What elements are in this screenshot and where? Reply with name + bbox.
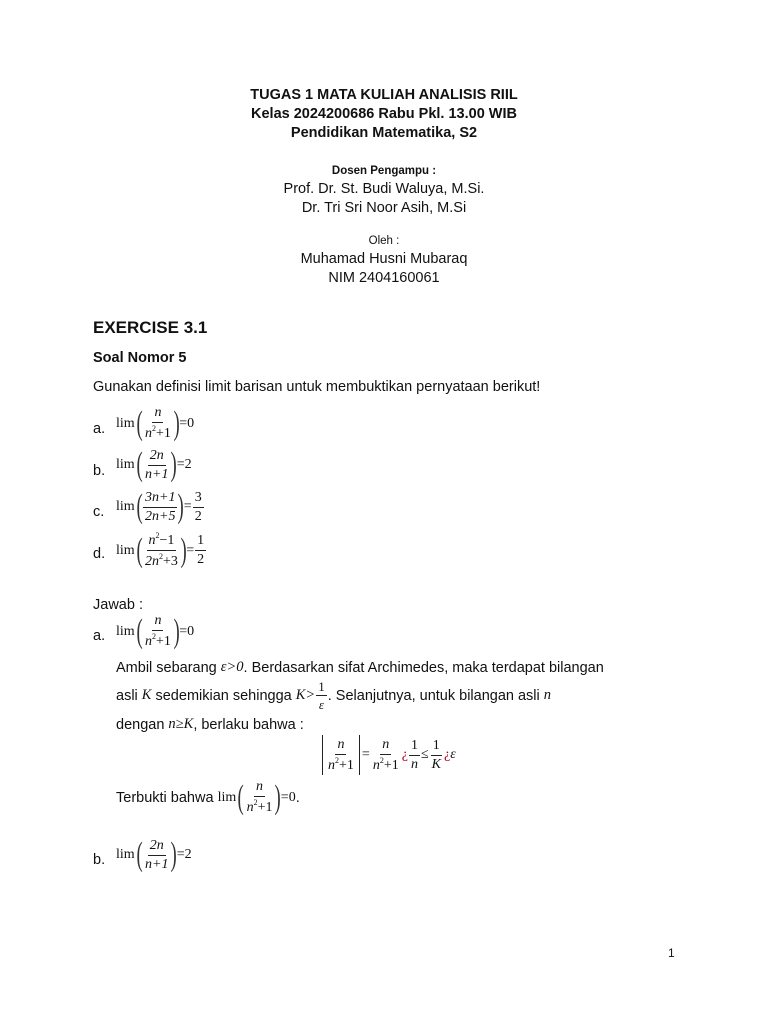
numerator: 3n+1 (143, 491, 177, 508)
answer-label: Jawab : (93, 597, 143, 613)
denominator: $n^2+1$ (246, 798, 273, 815)
denominator: $n^2+1$ (145, 632, 171, 649)
equals-sign: = (186, 542, 195, 558)
numerator: n (152, 614, 163, 631)
fraction (143, 614, 173, 649)
numerator: n (254, 780, 265, 797)
fraction (430, 739, 443, 772)
var-K: K (141, 687, 152, 703)
equals-value: =2 (176, 457, 192, 472)
item-a-label: a. (93, 421, 106, 437)
left-paren: ( (136, 531, 143, 569)
page-number: 1 (668, 946, 675, 960)
equals-value: =0 (179, 415, 195, 431)
denominator: $n^2+1$ (145, 424, 171, 441)
lecturer-1: Prof. Dr. St. Budi Waluya, M.Si. (283, 181, 485, 197)
denominator: K (431, 756, 441, 772)
render-glitch-symbol: ¿ (401, 747, 408, 762)
numerator: n (152, 406, 163, 423)
right-paren: ) (178, 488, 185, 525)
right-paren: ) (180, 531, 187, 569)
abs-bar-left (322, 735, 323, 775)
right-paren: ) (275, 778, 282, 816)
proof-line-2 (116, 680, 551, 711)
answer-a-label: a. (93, 628, 106, 644)
conclusion-expression (218, 780, 296, 815)
left-paren: ( (136, 404, 143, 442)
abs-bar-right (359, 735, 360, 775)
proof-text: . Berdasarkan sifat Archimedes, maka terdapat bilangan (243, 659, 604, 676)
equals-value: =2 (176, 847, 192, 862)
right-paren: ) (173, 612, 180, 650)
left-paren: ( (136, 488, 143, 525)
exercise-title: EXERCISE 3.1 (93, 318, 208, 337)
proof-text: . Selanjutnya, untuk bilangan asli (327, 687, 544, 704)
by-label: Oleh : (368, 235, 400, 247)
proof-text: dengan (116, 716, 169, 733)
item-c-label: c. (93, 504, 105, 520)
denominator: n+1 (145, 856, 169, 872)
lim-operator: lim (116, 847, 135, 862)
fraction (245, 780, 275, 815)
numerator: 2n (148, 449, 166, 466)
lim-operator: lim (116, 623, 135, 639)
denominator: 2 (197, 552, 205, 567)
author-name: Muhamad Husni Mubaraq (300, 251, 468, 267)
denominator: ε (318, 697, 325, 712)
denominator: $n^2+1$ (372, 755, 399, 773)
inequality-display (320, 735, 456, 775)
lim-operator: lim (116, 499, 135, 514)
proof-line-3 (116, 716, 304, 733)
left-paren: ( (136, 836, 143, 873)
K-greater: K> (295, 687, 316, 703)
right-paren: ) (173, 404, 180, 442)
problem-instruction: Gunakan definisi limit barisan untuk membuktikan pernyataan berikut! (93, 379, 541, 395)
le-sign: ≤ (420, 747, 429, 762)
fraction (143, 449, 170, 482)
denominator: 2n+5 (145, 508, 176, 524)
result-fraction (195, 534, 206, 567)
lim-operator: lim (116, 542, 135, 558)
numerator: 3 (193, 491, 204, 508)
equals-sign: = (183, 499, 192, 514)
numerator: 1 (409, 739, 420, 756)
fraction (143, 406, 173, 441)
proof-text: Ambil sebarang (116, 659, 221, 676)
conclusion-text: Terbukti bahwa (116, 789, 218, 806)
denominator: $n^2+1$ (328, 755, 354, 773)
fraction (371, 738, 401, 773)
fraction (409, 739, 420, 772)
denominator: n+1 (145, 466, 169, 482)
numerator: n (335, 738, 346, 755)
lecturer-2: Dr. Tri Sri Noor Asih, M.Si (301, 200, 467, 216)
numerator: 1 (195, 534, 206, 551)
one-over-epsilon (316, 680, 327, 711)
epsilon: ε (450, 747, 456, 762)
proof-text: sedemikian sehingga (151, 687, 296, 704)
doc-class-info: Kelas 2024200686 Rabu Pkl. 13.00 WIB (251, 106, 517, 122)
answer-a-statement (116, 614, 194, 649)
right-paren: ) (171, 446, 178, 483)
denominator: 2 (194, 508, 202, 524)
proof-line-1 (116, 659, 604, 676)
item-a-expression (116, 406, 194, 441)
numerator: n (380, 738, 391, 755)
numerator: 1 (318, 679, 325, 694)
numerator: $n^2-1$ (147, 532, 177, 551)
var-n: n (543, 687, 552, 703)
left-paren: ( (237, 778, 245, 816)
fraction (143, 491, 177, 524)
answer-b-statement (116, 838, 192, 872)
fraction (143, 532, 180, 569)
fraction (143, 839, 170, 872)
equals-sign: = (361, 747, 370, 762)
answer-b-label: b. (93, 852, 106, 868)
fraction (326, 738, 356, 773)
right-paren: ) (171, 836, 178, 873)
n-ge-K: n≥K (168, 716, 194, 732)
lim-operator: lim (116, 415, 135, 431)
equals-value: =0 (179, 623, 195, 639)
epsilon-condition: ε>0 (220, 659, 244, 675)
lecturer-label: Dosen Pengampu : (331, 165, 437, 177)
lim-operator: lim (217, 789, 237, 805)
proof-text: , berlaku bahwa : (193, 716, 304, 733)
item-d-label: d. (93, 546, 106, 562)
left-paren: ( (136, 612, 143, 650)
item-c-expression (116, 490, 205, 524)
item-b-expression (116, 448, 192, 482)
numerator: 1 (431, 739, 442, 756)
render-glitch-symbol: ¿ (443, 747, 451, 762)
denominator: n (410, 756, 418, 772)
left-paren: ( (136, 446, 143, 483)
lim-operator: lim (116, 457, 135, 472)
problem-title: Soal Nomor 5 (93, 350, 187, 366)
item-b-label: b. (93, 463, 106, 479)
doc-program: Pendidikan Matematika, S2 (290, 125, 478, 141)
doc-title: TUGAS 1 MATA KULIAH ANALISIS RIIL (250, 87, 518, 103)
equals-value: =0 (280, 789, 296, 805)
conclusion-line (116, 780, 300, 815)
item-d-expression (116, 532, 207, 569)
numerator: 2n (148, 839, 166, 856)
denominator: $2n^2+3$ (145, 552, 178, 569)
proof-text: asli (116, 687, 142, 704)
author-nim: NIM 2404160061 (328, 270, 440, 286)
result-fraction (193, 491, 204, 524)
period: . (295, 789, 300, 806)
